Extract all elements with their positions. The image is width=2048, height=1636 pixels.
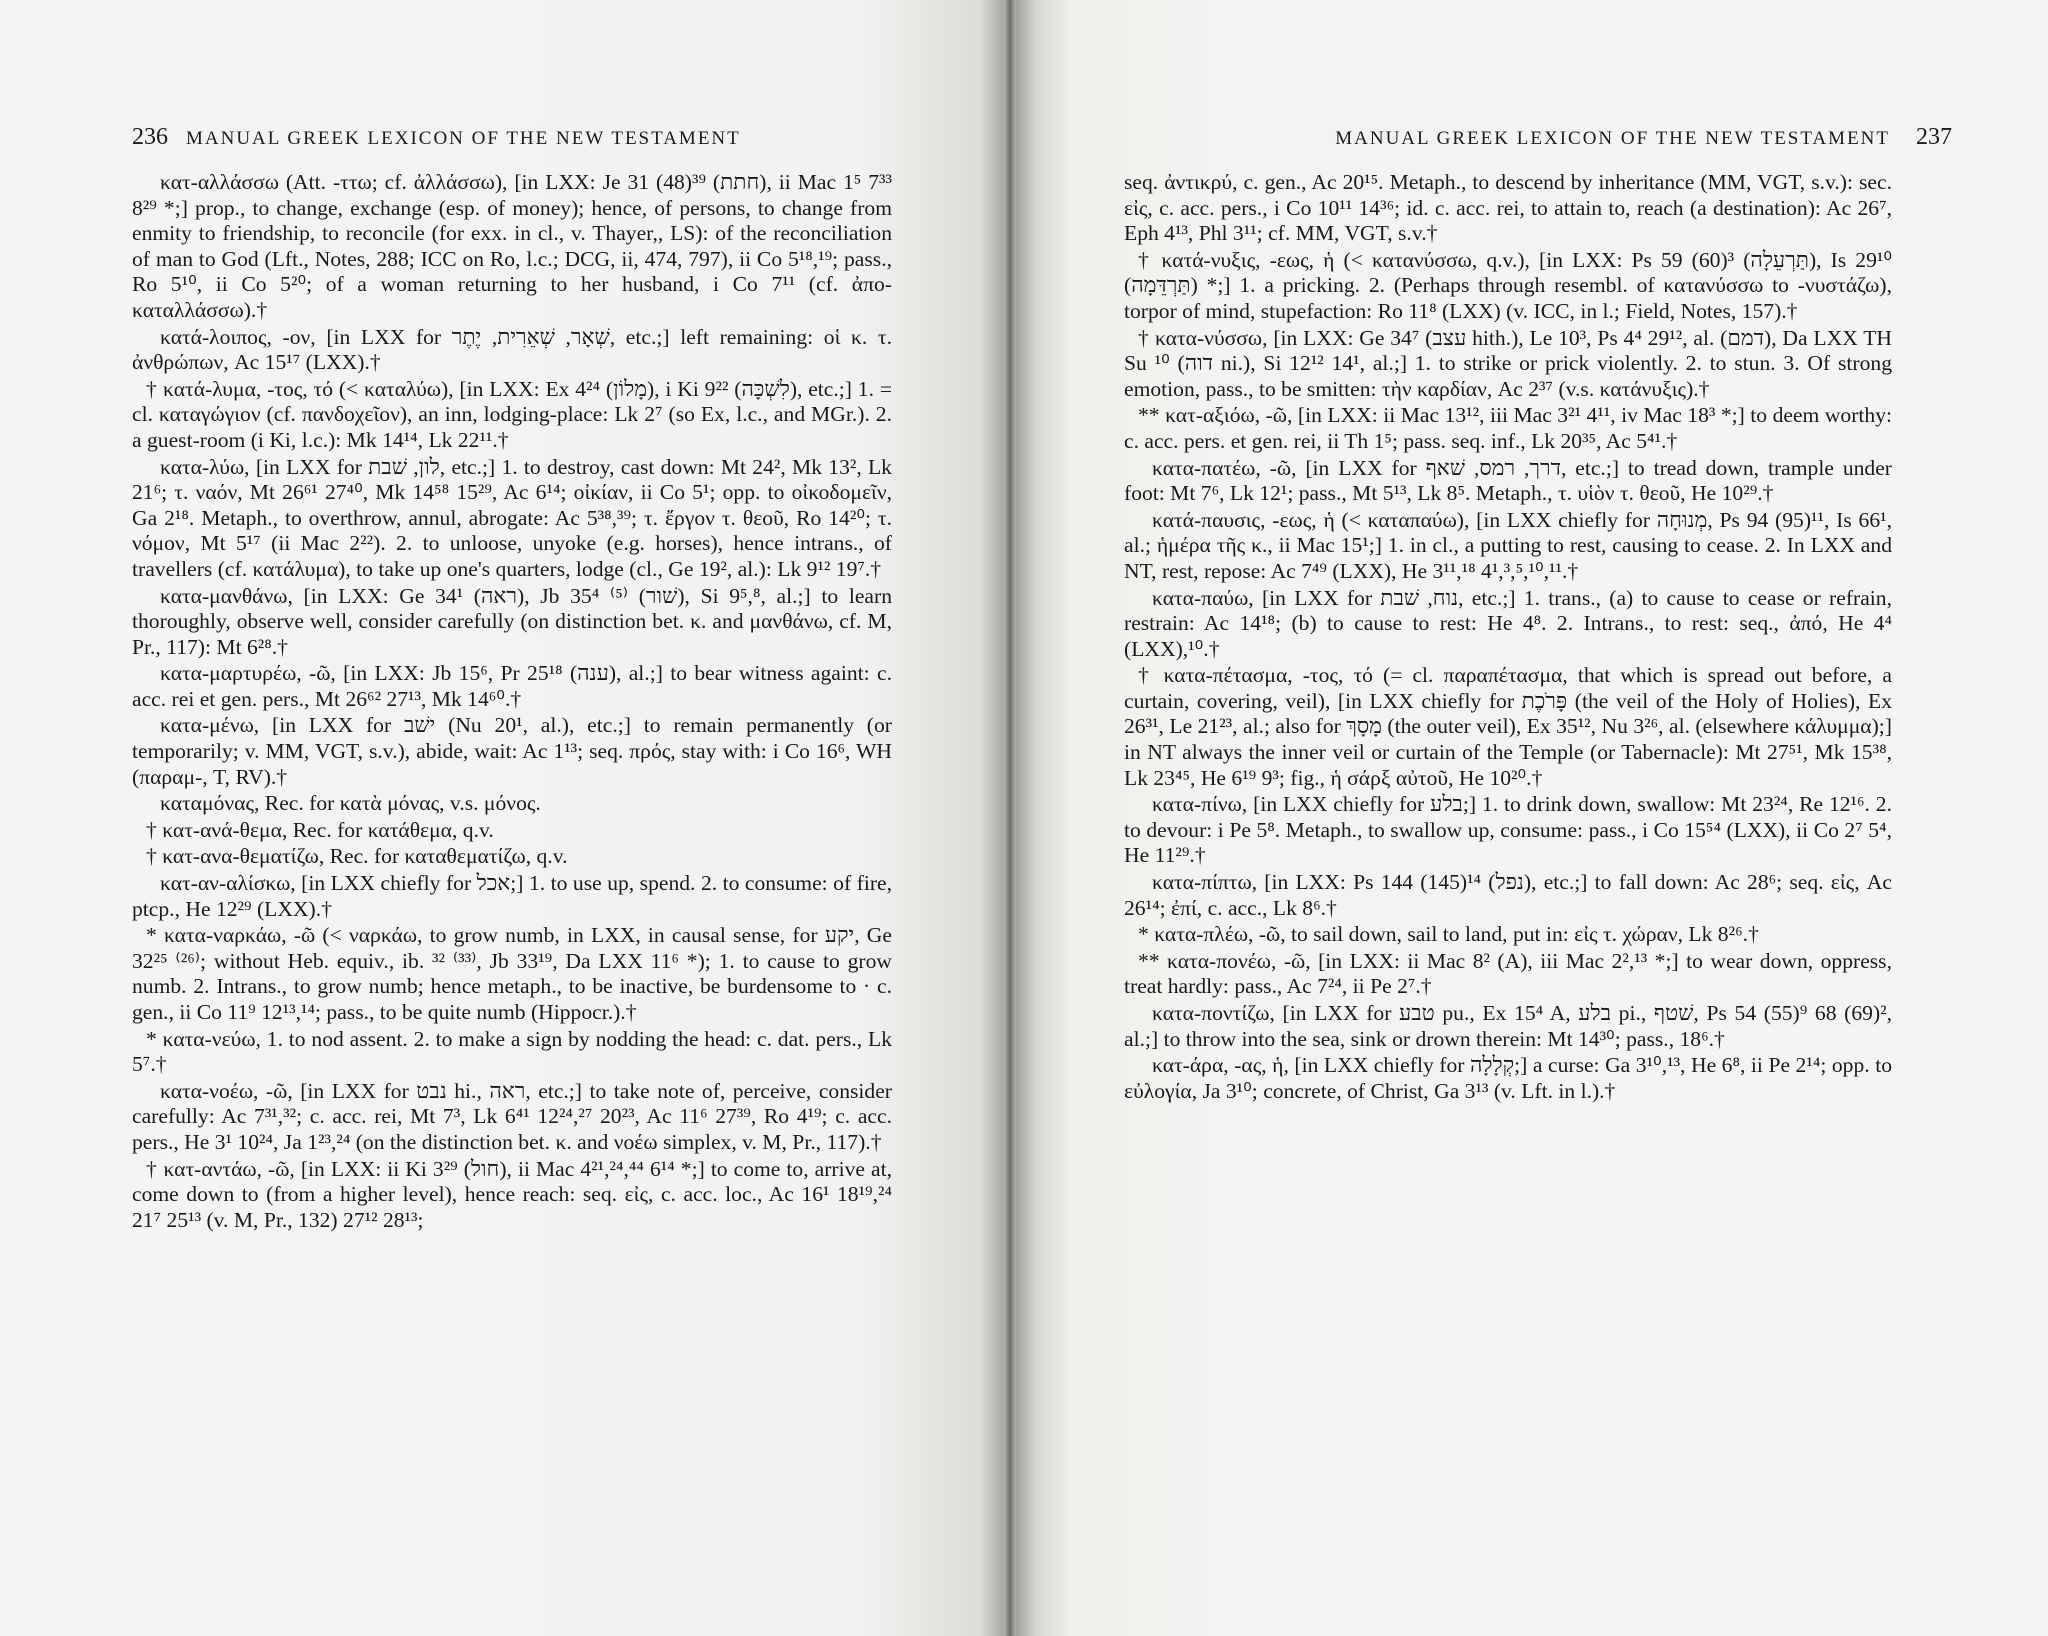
lexicon-entry-continued: seq. ἀντικρύ, c. gen., Ac 20¹⁵. Metaph., to descend by inheritance (MM, VGT, s.v.): sec. εἰς, c. acc. pers., i Co 10¹¹ 14³⁶; id. c. acc. rei, to attain to, reach (a destination): Ac 26⁷, Eph 4¹³, Phl 3¹¹; cf. MM, VGT, s.v.† bbox=[1124, 170, 1892, 246]
left-column bbox=[132, 170, 892, 1234]
lexicon-entry: † κατ-ανα-θεματίζω, Rec. for καταθεματίζω, q.v. bbox=[146, 844, 568, 869]
lexicon-entry: κατ-αν-αλίσκω, [in LXX chiefly for אכל;] 1. to use up, spend. 2. to consume: of fire, ptcp., He 12²⁹ (LXX).† bbox=[132, 871, 893, 921]
lexicon-entry: κατα-ποντίζω, [in LXX for טבע pu., Ex 15⁴ A, בלע pi., שׁטף, Ps 54 (55)⁹ 68 (69)², al.;] to throw into the sea, sink or drown therein: Mt 14³⁰; pass., 18⁶.† bbox=[1124, 1001, 1893, 1051]
lexicon-entry: κατα-μένω, [in LXX for ישׁב (Nu 20¹, al.), etc.;] to remain permanently (or temporarily; v. MM, VGT, s.v.), abide, wait: Ac 1¹³; seq. πρός, stay with: i Co 16⁶, WH (παραμ-, T, RV).† bbox=[132, 713, 892, 789]
lexicon-entry: κατα-πατέω, -ῶ, [in LXX for דרך, רמס, שׁאף, etc.;] to tread down, trample under foot: Mt 7⁶, Lk 12¹; pass., Mt 5¹³, Lk 8⁵. Metaph., τ. υἱὸν τ. θεοῦ, He 10²⁹.† bbox=[1124, 455, 1892, 506]
lexicon-entry: * κατα-πλέω, -ῶ, to sail down, sail to land, put in: εἰς τ. χώραν, Lk 8²⁶.† bbox=[1138, 922, 1759, 947]
book-gutter bbox=[1004, 0, 1016, 1636]
lexicon-entry: † κατ-αντάω, -ῶ, [in LXX: ii Ki 3²⁹ (חול), ii Mac 4²¹,²⁴,⁴⁴ 6¹⁴ *;] to come to, arrive at, come down to (from a higher level), hence reach: seq. εἰς, c. acc. loc., Ac 16¹ 18¹⁹,²⁴ 21⁷ 25¹³ (v. M, Pr., 132) 27¹² 28¹³; bbox=[132, 1156, 892, 1232]
lexicon-entry: † κατα-πέτασμα, -τος, τό (= cl. παραπέτασμα, that which is spread out before, a curtain, covering, veil), [in LXX chiefly for פָּרֹכֶת (the veil of the Holy of Holies), Ex 26³¹, Le 21²³, al.; also for מָסָךְ (the outer veil), Ex 35¹², Nu 3²⁶, al. (elsewhere κάλυμμα);] in NT always the inner veil or curtain of the Temple (or Tabernacle): Mt 27⁵¹, Mk 15³⁸, Lk 23⁴⁵, He 6¹⁹ 9³; fig., ἡ σάρξ αὐτοῦ, He 10²⁰.† bbox=[1124, 663, 1892, 790]
lexicon-entry: † κατά-λυμα, -τος, τό (< καταλύω), [in LXX: Ex 4²⁴ (מָלוֹן), i Ki 9²² (לִשְׁכָּה), etc.;] 1. = cl. καταγώγιον (cf. πανδοχεῖον), an inn, lodging-place: Lk 2⁷ (so Ex, l.c., and MGr.). 2. a guest-room (i Ki, l.c.): Mk 14¹⁴, Lk 22¹¹.† bbox=[132, 376, 893, 452]
lexicon-entry: κατα-παύω, [in LXX for נוח, שׁבת, etc.;] 1. trans., (a) to cause to cease or refrain, restrain: Ac 14¹⁸; (b) to cause to rest: He 4⁸. 2. Intrans., to rest: seq., ἀπό, He 4⁴ (LXX),¹⁰.† bbox=[1124, 585, 1892, 661]
lexicon-entry: † κατα-νύσσω, [in LXX: Ge 34⁷ (עצב hith.), Le 10³, Ps 4⁴ 29¹², al. (דמם), Da LXX TH Su ¹⁰ (דוה ni.), Si 12¹² 14¹, al.;] 1. to strike or prick violently. 2. to stun. 3. Of strong emotion, pass., to be smitten: τὴν καρδίαν, Ac 2³⁷ (v.s. κατάνυξις).† bbox=[1124, 325, 1892, 401]
lexicon-entry: † κατ-ανά-θεμα, Rec. for κατάθεμα, q.v. bbox=[146, 817, 494, 842]
right-running-header bbox=[1335, 124, 1952, 151]
lexicon-entry: κατα-μαρτυρέω, -ῶ, [in LXX: Jb 15⁶, Pr 25¹⁸ (ענה), al.;] to bear witness againt: c. acc. rei et gen. pers., Mt 26⁶² 27¹³, Mk 14⁶⁰.† bbox=[132, 661, 892, 711]
right-page-number: 237 bbox=[1916, 124, 1952, 150]
lexicon-entry: † κατά-νυξις, -εως, ἡ (< κατανύσσω, q.v.), [in LXX: Ps 59 (60)³ (תַּרְעֵלָה), Is 29¹⁰ (תַּרְדֵּמָה) *;] 1. a pricking. 2. (Perhaps through resembl. of κατανύσσω to -νυστάζω), torpor of mind, stupefaction: Ro 11⁸ (LXX) (v. ICC, in l.; Field, Notes, 157).† bbox=[1124, 247, 1892, 323]
right-running-title: MANUAL GREEK LEXICON OF THE NEW TESTAMENT bbox=[1335, 128, 1890, 149]
left-running-title: MANUAL GREEK LEXICON OF THE NEW TESTAMENT bbox=[186, 128, 741, 149]
left-page-number: 236 bbox=[132, 124, 168, 150]
lexicon-entry: κατ-άρα, -ας, ἡ, [in LXX chiefly for קְלָלָה;] a curse: Ga 3¹⁰,¹³, He 6⁸, ii Pe 2¹⁴; opp. to εὐλογία, Ja 3¹⁰; concrete, of Christ, Ga 3¹³ (v. Lft. in l.).† bbox=[1124, 1053, 1892, 1103]
left-running-header bbox=[132, 124, 741, 151]
right-column bbox=[1124, 170, 1892, 1105]
lexicon-entry: κατα-πίπτω, [in LXX: Ps 144 (145)¹⁴ (נפל), etc.;] to fall down: Ac 28⁶; seq. εἰς, Ac 26¹⁴; ἐπί, c. acc., Lk 8⁶.† bbox=[1124, 870, 1892, 920]
lexicon-entry: κατα-λύω, [in LXX for לון, שׁבת, etc.;] 1. to destroy, cast down: Mt 24², Mk 13², Lk 21⁶; τ. ναόν, Mt 26⁶¹ 27⁴⁰, Mk 14⁵⁸ 15²⁹, Ac 6¹⁴; οἰκίαν, ii Co 5¹; opp. to οἰκοδομεῖν, Ga 2¹⁸. Metaph., to overthrow, annul, abrogate: Ac 5³⁸,³⁹; τ. ἔργον τ. θεοῦ, Ro 14²⁰; τ. νόμον, Mt 5¹⁷ (ii Mac 2²²). 2. to unloose, unyoke (e.g. horses), hence intrans., of travellers (cf. κατάλυμα), to take up one's quarters, lodge (cl., Ge 19², al.): Lk 9¹² 19⁷.† bbox=[132, 454, 892, 581]
lexicon-entry: * κατα-νεύω, 1. to nod assent. 2. to make a sign by nodding the head: c. dat. pers., Lk 5⁷.† bbox=[132, 1026, 892, 1077]
lexicon-entry: * κατα-ναρκάω, -ῶ (< ναρκάω, to grow numb, in LXX, in causal sense, for יקע, Ge 32²⁵ ⁽²⁶⁾; without Heb. equiv., ib. ³² ⁽³³⁾, Jb 33¹⁹, Da LXX 11⁶ *); 1. to cause to grow numb. 2. Intrans., to grow numb; hence metaph., to be inactive, be burdensome to · c. gen., ii Co 11⁹ 12¹³,¹⁴; pass., to be quite numb (Hippocr.).† bbox=[132, 923, 892, 1024]
lexicon-entry: ** κατ-αξιόω, -ῶ, [in LXX: ii Mac 13¹², iii Mac 3²¹ 4¹¹, iv Mac 18³ *;] to deem worthy: c. acc. pers. et gen. rei, ii Th 1⁵; pass. seq. inf., Lk 20³⁵, Ac 5⁴¹.† bbox=[1124, 403, 1892, 453]
lexicon-entry: κατ-αλλάσσω (Att. -ττω; cf. ἀλλάσσω), [in LXX: Je 31 (48)³⁹ (חתת), ii Mac 1⁵ 7³³ 8²⁹ *;] prop., to change, exchange (esp. of money); hence, of persons, to change from enmity to friendship, to reconcile (for exx. in cl., v. Thayer,, LS): of the reconciliation of man to God (Lft., Notes, 288; ICC on Ro, l.c.; DCG, ii, 474, 797), ii Co 5¹⁸,¹⁹; pass., Ro 5¹⁰, ii Co 5²⁰; of a woman returning to her husband, i Co 7¹¹ (cf. ἀπο-καταλλάσσω).† bbox=[132, 170, 892, 322]
lexicon-entry: κατά-λοιπος, -ον, [in LXX for שְׁאָר, שְׁאֵרִית, יֶתֶר, etc.;] left remaining: οἱ κ. τ. ἀνθρώπων, Ac 15¹⁷ (LXX).† bbox=[132, 324, 892, 375]
lexicon-entry: κατα-πίνω, [in LXX chiefly for בלע;] 1. to drink down, swallow: Mt 23²⁴, Re 12¹⁶. 2. to devour: i Pe 5⁸. Metaph., to swallow up, consume: pass., i Co 15⁵⁴ (LXX), ii Co 2⁷ 5⁴, He 11²⁹.† bbox=[1124, 792, 1893, 868]
lexicon-entry: ** κατα-πονέω, -ῶ, [in LXX: ii Mac 8² (A), iii Mac 2²,¹³ *;] to wear down, oppress, treat hardly: pass., Ac 7²⁴, ii Pe 2⁷.† bbox=[1124, 948, 1892, 999]
lexicon-entry: καταμόνας, Rec. for κατὰ μόνας, v.s. μόνος. bbox=[160, 791, 541, 816]
lexicon-entry: κατά-παυσις, -εως, ἡ (< καταπαύω), [in LXX chiefly for מְנוּחָה, Ps 94 (95)¹¹, Is 66¹, al.; ἡμέρα τῆς κ., ii Mac 15¹;] 1. in cl., a putting to rest, causing to cease. 2. In LXX and NT, rest, repose: Ac 7⁴⁹ (LXX), He 3¹¹,¹⁸ 4¹,³,⁵,¹⁰,¹¹.† bbox=[1124, 507, 1892, 583]
lexicon-entry: κατα-μανθάνω, [in LXX: Ge 34¹ (ראה), Jb 35⁴ ⁽⁵⁾ (שׁור), Si 9⁵,⁸, al.;] to learn thoroughly, observe well, consider carefully (on distinction bet. κ. and μανθάνω, cf. M, Pr., 117): Mt 6²⁸.† bbox=[132, 583, 892, 659]
lexicon-entry: κατα-νοέω, -ῶ, [in LXX for נבט hi., ראה, etc.;] to take note of, perceive, consider carefully: Ac 7³¹,³²; c. acc. rei, Mt 7³, Lk 6⁴¹ 12²⁴,²⁷ 20²³, Ac 11⁶ 27³⁹, Ro 4¹⁹; c. acc. pers., He 3¹ 10²⁴, Ja 1²³,²⁴ (on the distinction bet. κ. and νοέω simplex, v. M, Pr., 117).† bbox=[132, 1078, 892, 1154]
